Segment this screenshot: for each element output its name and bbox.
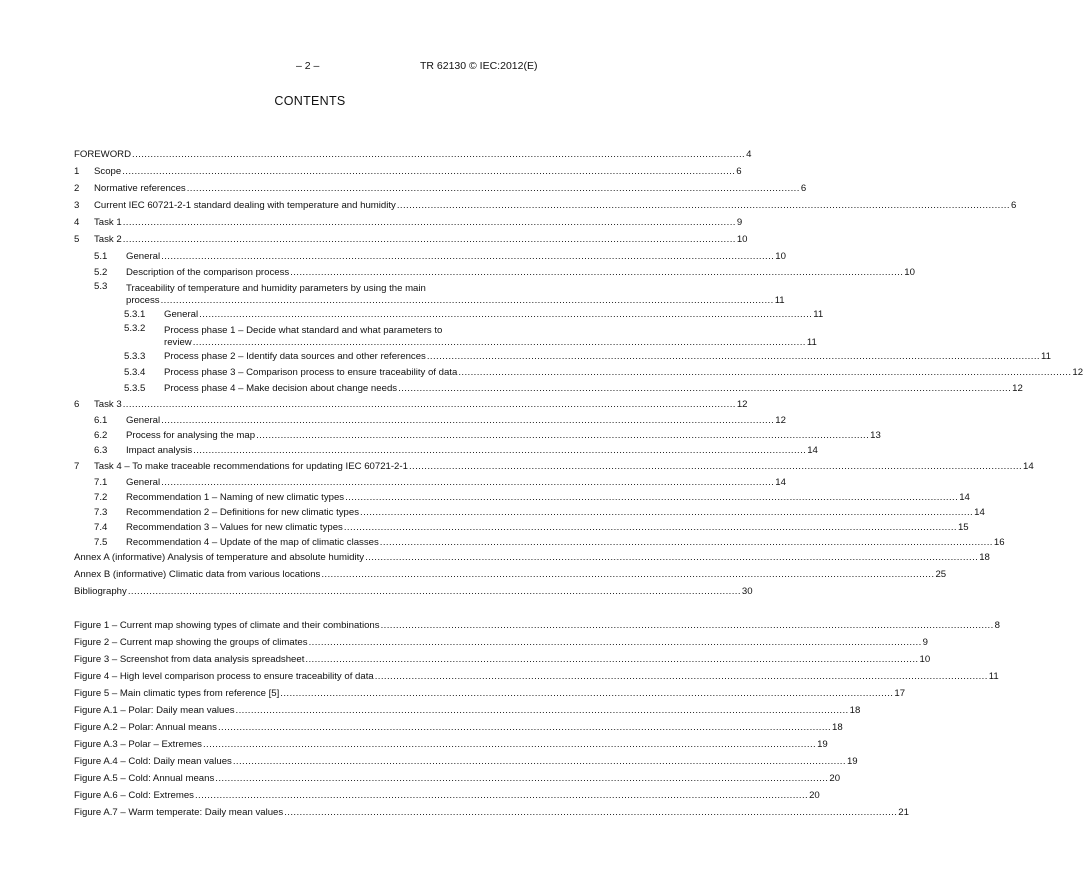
toc-entry-page: 6 [1010, 200, 1017, 211]
toc-entry-page: 11 [1040, 351, 1051, 362]
toc-entry-page: 11 [813, 309, 824, 320]
toc-entry[interactable] [74, 411, 786, 427]
toc-entry-number: 5.1 [94, 251, 108, 262]
toc-entry-page: 10 [736, 234, 748, 245]
toc-entry-page: 6 [800, 183, 807, 194]
toc-entry-page: 14 [959, 492, 970, 503]
figure-entry-page: 19 [846, 756, 858, 767]
toc-entry-text: Recommendation 2 – Definitions for new climatic types [126, 507, 360, 518]
toc-entry-page: 10 [775, 251, 786, 262]
figure-entry-text: Figure 2 – Current map showing the groups of climates [74, 637, 308, 648]
figure-entry[interactable] [74, 718, 843, 734]
toc-entry[interactable] [74, 230, 748, 246]
toc-entry[interactable] [74, 213, 743, 229]
toc-entry-number: 5.3.4 [124, 367, 146, 378]
figure-entry-page: 19 [817, 739, 828, 750]
toc-entry-text: Normative references [94, 183, 186, 194]
toc-entry-number: 5.3.3 [124, 351, 146, 362]
figure-entry-text: Figure A.4 – Cold: Daily mean values [74, 756, 232, 767]
figure-entry-page: 21 [898, 807, 909, 818]
toc-entry-page: 6 [736, 166, 742, 177]
toc-entry-number: 7.1 [94, 477, 108, 488]
toc-entry-page: 11 [806, 337, 817, 348]
figure-entry[interactable] [74, 769, 841, 785]
toc-entry-text: Recommendation 1 – Naming of new climatic types [126, 492, 345, 503]
toc-entry[interactable] [74, 441, 818, 457]
figure-entry-text: Figure A.6 – Cold: Extremes [74, 790, 194, 801]
toc-entry-page: 14 [1023, 461, 1034, 472]
toc-entry-text: General [126, 415, 161, 426]
toc-entry[interactable] [74, 363, 1083, 379]
toc-entry-page: 14 [974, 507, 985, 518]
figure-entry-page: 17 [894, 688, 906, 699]
figure-entry-text: Figure 3 – Screenshot from data analysis spreadsheet [74, 654, 305, 665]
toc-entry-page: 14 [775, 477, 786, 488]
toc-entry-number: 5 [74, 234, 80, 245]
toc-entry-text: Impact analysis [126, 445, 193, 456]
figure-entry-text: Figure 5 – Main climatic types from reference [5] [74, 688, 280, 699]
toc-entry-text: Task 2 [94, 234, 122, 245]
toc-entry-number: 5.3 [94, 281, 108, 292]
figure-entry[interactable] [74, 667, 999, 683]
toc-entry-page: 14 [807, 445, 818, 456]
figure-entry-page: 11 [988, 671, 999, 682]
figure-entry-page: 18 [832, 722, 843, 733]
toc-entry-page: 10 [904, 267, 915, 278]
figure-entry[interactable] [74, 633, 928, 649]
toc-entry-number: 2 [74, 183, 80, 194]
toc-entry-text: Task 4 – To make traceable recommendations for updating IEC 60721-2-1 [94, 461, 408, 472]
page-number: – 2 – [296, 60, 320, 72]
figure-entry-page: 10 [919, 654, 931, 665]
toc-entry-text: Task 1 [94, 217, 122, 228]
toc-entry-page: 9 [736, 217, 743, 228]
page-title: CONTENTS [274, 94, 346, 108]
toc-entry-text: Annex B (informative) Climatic data from various locations [74, 569, 321, 580]
toc-entry-text: Current IEC 60721-2-1 standard dealing with temperature and humidity [94, 200, 396, 211]
toc-entry-page: 4 [746, 149, 752, 160]
figure-entry-text: Figure A.7 – Warm temperate: Daily mean values [74, 807, 284, 818]
toc-entry-page: 12 [1012, 383, 1023, 394]
toc-entry-text: Traceability of temperature and humidity parameters by using the main [126, 283, 426, 294]
figure-entry-text: Figure 1 – Current map showing types of climate and their combinations [74, 620, 380, 631]
toc-entry[interactable] [74, 305, 824, 321]
toc-entry-text: Description of the comparison process [126, 267, 290, 278]
figure-entry-text: Figure 4 – High level comparison process to ensure traceability of data [74, 671, 374, 682]
figure-entry[interactable] [74, 803, 909, 819]
toc-entry-text: Recommendation 3 – Values for new climatic types [126, 522, 343, 533]
toc-entry-number: 5.2 [94, 267, 108, 278]
toc-entry[interactable] [74, 379, 1023, 395]
toc-entry[interactable] [74, 473, 786, 489]
toc-entry-text: Process phase 1 – Decide what standard and what parameters to [164, 325, 443, 336]
toc-entry-number: 7.4 [94, 522, 108, 533]
toc-entry-number: 5.3.5 [124, 383, 146, 394]
toc-entry-page: 12 [775, 415, 786, 426]
toc-entry-page: 13 [870, 430, 881, 441]
toc-entry-page: 25 [935, 569, 947, 580]
figure-entry[interactable] [74, 752, 858, 768]
toc-entry-number: 7 [74, 461, 80, 472]
toc-entry[interactable] [74, 488, 970, 504]
toc-entry[interactable] [74, 533, 1005, 549]
toc-entry-page: 30 [741, 586, 753, 597]
toc-entry-bibliography[interactable] [74, 582, 753, 598]
toc-entry-text: Task 3 [94, 399, 122, 410]
toc-entry-text: Process phase 4 – Make decision about change needs [164, 383, 398, 394]
figure-entry[interactable] [74, 616, 1000, 632]
toc-entry-number: 4 [74, 217, 80, 228]
toc-entry-text: Process phase 2 – Identify data sources and other references [164, 351, 426, 362]
toc-entry-foreword[interactable] [74, 145, 752, 161]
toc-entry-number: 6.1 [94, 415, 108, 426]
toc-entry-text-continued: review [164, 337, 192, 348]
document-reference: TR 62130 © IEC:2012(E) [420, 60, 538, 72]
toc-entry-text: General [126, 477, 161, 488]
toc-entry[interactable] [74, 426, 881, 442]
toc-entry-number: 7.5 [94, 537, 108, 548]
toc-entry[interactable] [74, 179, 807, 195]
figure-entry-page: 20 [829, 773, 841, 784]
toc-entry[interactable] [74, 518, 969, 534]
toc-entry-page: 16 [993, 537, 1005, 548]
toc-entry-number: 6.3 [94, 445, 108, 456]
toc-entry-text: Process phase 3 – Comparison process to ensure traceability of data [164, 367, 458, 378]
toc-entry-number: 6 [74, 399, 80, 410]
toc-entry-page: 18 [979, 552, 990, 563]
figure-entry-page: 8 [994, 620, 1000, 631]
toc-entry-number: 5.3.2 [124, 323, 146, 334]
toc-entry[interactable] [74, 395, 748, 411]
figure-entry[interactable] [74, 701, 861, 717]
toc-entry-text: General [126, 251, 161, 262]
toc-entry-number: 1 [74, 166, 80, 177]
toc-entry[interactable] [74, 263, 915, 279]
toc-entry-text: Annex A (informative) Analysis of temperature and absolute humidity [74, 552, 365, 563]
figure-entry-text: Figure A.1 – Polar: Daily mean values [74, 705, 235, 716]
toc-entry[interactable] [74, 196, 1017, 212]
toc-entry[interactable] [74, 347, 1051, 363]
figure-entry-page: 9 [922, 637, 928, 648]
toc-entry-annex-a[interactable] [74, 548, 990, 564]
toc-entry-number: 7.3 [94, 507, 108, 518]
figure-entry[interactable] [74, 684, 906, 700]
toc-entry-text-continued: process [126, 295, 160, 306]
toc-entry-number: 7.2 [94, 492, 108, 503]
toc-entry-number: 3 [74, 200, 80, 211]
toc-entry[interactable] [74, 503, 985, 519]
toc-entry-text: Bibliography [74, 586, 127, 597]
figure-entry-text: Figure A.2 – Polar: Annual means [74, 722, 217, 733]
figure-entry-text: Figure A.3 – Polar – Extremes [74, 739, 202, 750]
figure-entry-page: 18 [849, 705, 861, 716]
figure-entry-page: 20 [809, 790, 820, 801]
toc-entry-text: General [164, 309, 199, 320]
toc-entry[interactable] [74, 321, 817, 349]
toc-entry[interactable] [74, 162, 742, 178]
toc-entry-page: 12 [736, 399, 748, 410]
figure-entry[interactable] [74, 735, 828, 751]
toc-entry[interactable] [74, 279, 785, 307]
toc-entry-text: Process for analysing the map [126, 430, 256, 441]
toc-entry-annex-b[interactable] [74, 565, 947, 581]
toc-entry-page: 15 [957, 522, 969, 533]
toc-entry-text: Scope [94, 166, 122, 177]
figure-entry-text: Figure A.5 – Cold: Annual means [74, 773, 215, 784]
toc-entry-page: 11 [774, 295, 785, 306]
toc-entry-text: FOREWORD [74, 149, 132, 160]
toc-entry[interactable] [74, 247, 786, 263]
toc-entry-number: 6.2 [94, 430, 108, 441]
figure-entry[interactable] [74, 786, 820, 802]
toc-entry-page: 12 [1072, 367, 1083, 378]
toc-entry[interactable] [74, 457, 1034, 473]
toc-entry-text: Recommendation 4 – Update of the map of climatic classes [126, 537, 379, 548]
toc-entry-number: 5.3.1 [124, 309, 146, 320]
figure-entry[interactable] [74, 650, 931, 666]
